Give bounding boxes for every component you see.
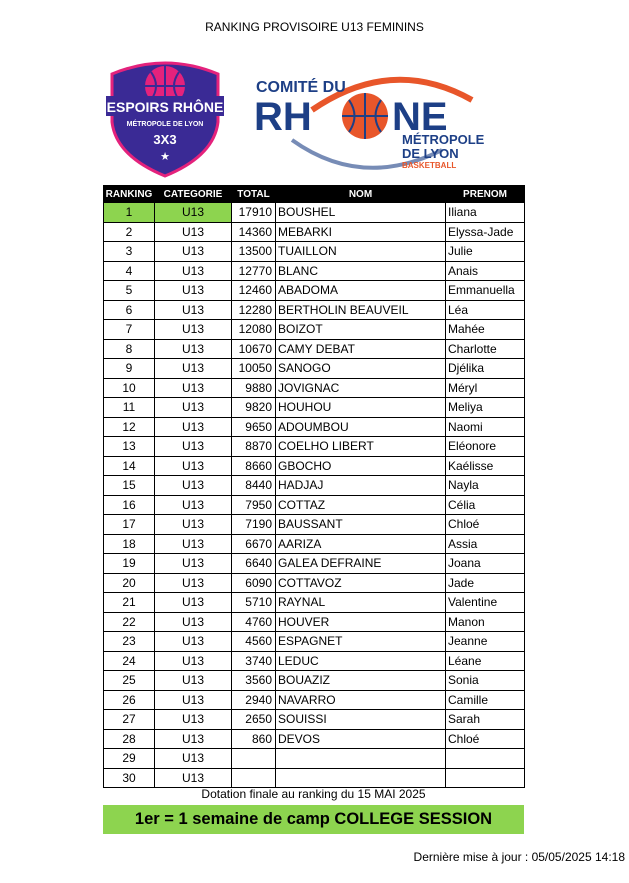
basketball-icon bbox=[342, 93, 388, 139]
cell-nom: ADOUMBOU bbox=[276, 417, 446, 437]
cell-rank: 16 bbox=[104, 495, 155, 515]
cell-nom: GALEA DEFRAINE bbox=[276, 554, 446, 574]
cell-rank: 6 bbox=[104, 300, 155, 320]
cell-rank: 3 bbox=[104, 242, 155, 262]
cell-category: U13 bbox=[155, 495, 232, 515]
cell-rank: 20 bbox=[104, 573, 155, 593]
cell-total: 860 bbox=[232, 729, 276, 749]
cell-rank: 28 bbox=[104, 729, 155, 749]
cell-prenom: Nayla bbox=[446, 476, 525, 496]
cell-total: 6640 bbox=[232, 554, 276, 574]
table-row bbox=[104, 671, 525, 691]
cell-prenom: Célia bbox=[446, 495, 525, 515]
cell-rank: 2 bbox=[104, 222, 155, 242]
cell-prenom: Chloé bbox=[446, 729, 525, 749]
cell-prenom: Eléonore bbox=[446, 437, 525, 457]
cell-category: U13 bbox=[155, 729, 232, 749]
cell-rank: 7 bbox=[104, 320, 155, 340]
cell-prenom: Jeanne bbox=[446, 632, 525, 652]
cell-total: 2940 bbox=[232, 690, 276, 710]
cell-nom: ESPAGNET bbox=[276, 632, 446, 652]
header-ranking: RANKING bbox=[104, 186, 155, 203]
logo-right-line2-left: RH bbox=[254, 95, 312, 139]
logo-right-line5: BASKETBALL bbox=[402, 161, 457, 170]
cell-prenom: Naomi bbox=[446, 417, 525, 437]
cell-nom bbox=[276, 768, 446, 788]
cell-total: 8870 bbox=[232, 437, 276, 457]
table-row bbox=[104, 261, 525, 281]
cell-total: 12770 bbox=[232, 261, 276, 281]
cell-category: U13 bbox=[155, 690, 232, 710]
table-row bbox=[104, 339, 525, 359]
cell-total: 10670 bbox=[232, 339, 276, 359]
table-row bbox=[104, 417, 525, 437]
logo-right-line3: MÉTROPOLE bbox=[402, 132, 485, 147]
cell-prenom: Iliana bbox=[446, 203, 525, 223]
cell-prenom: Djélika bbox=[446, 359, 525, 379]
table-row bbox=[104, 612, 525, 632]
comite-rhone-logo bbox=[252, 60, 488, 178]
logo-right-line4: DE LYON bbox=[402, 146, 459, 161]
cell-nom: HADJAJ bbox=[276, 476, 446, 496]
table-row bbox=[104, 690, 525, 710]
cell-category: U13 bbox=[155, 710, 232, 730]
table-row bbox=[104, 515, 525, 535]
cell-prenom: Chloé bbox=[446, 515, 525, 535]
cell-total bbox=[232, 768, 276, 788]
cell-nom bbox=[276, 749, 446, 769]
table-row bbox=[104, 749, 525, 769]
cell-nom: HOUVER bbox=[276, 612, 446, 632]
cell-nom: AARIZA bbox=[276, 534, 446, 554]
cell-total: 3740 bbox=[232, 651, 276, 671]
cell-prenom: Elyssa-Jade bbox=[446, 222, 525, 242]
cell-nom: BOUAZIZ bbox=[276, 671, 446, 691]
cell-nom: GBOCHO bbox=[276, 456, 446, 476]
cell-category: U13 bbox=[155, 632, 232, 652]
table-row bbox=[104, 437, 525, 457]
cell-category: U13 bbox=[155, 320, 232, 340]
page-title: RANKING PROVISOIRE U13 FEMININS bbox=[205, 20, 424, 34]
table-row bbox=[104, 476, 525, 496]
cell-category: U13 bbox=[155, 573, 232, 593]
table-row bbox=[104, 729, 525, 749]
cell-rank: 30 bbox=[104, 768, 155, 788]
table-row bbox=[104, 710, 525, 730]
cell-category: U13 bbox=[155, 593, 232, 613]
cell-nom: SANOGO bbox=[276, 359, 446, 379]
header-nom: NOM bbox=[276, 186, 446, 203]
cell-prenom: Sonia bbox=[446, 671, 525, 691]
cell-rank: 12 bbox=[104, 417, 155, 437]
cell-category: U13 bbox=[155, 398, 232, 418]
cell-nom: BAUSSANT bbox=[276, 515, 446, 535]
cell-nom: DEVOS bbox=[276, 729, 446, 749]
cell-prenom: Joana bbox=[446, 554, 525, 574]
cell-nom: NAVARRO bbox=[276, 690, 446, 710]
table-row bbox=[104, 222, 525, 242]
cell-nom: CAMY DEBAT bbox=[276, 339, 446, 359]
logo-left-line1: ESPOIRS RHÔNE bbox=[106, 99, 224, 115]
cell-prenom: Léane bbox=[446, 651, 525, 671]
cell-prenom: Léa bbox=[446, 300, 525, 320]
cell-category: U13 bbox=[155, 651, 232, 671]
cell-nom: SOUISSI bbox=[276, 710, 446, 730]
cell-total: 17910 bbox=[232, 203, 276, 223]
table-row bbox=[104, 456, 525, 476]
cell-prenom: Méryl bbox=[446, 378, 525, 398]
logo-right-line2-right: NE bbox=[392, 95, 448, 139]
cell-total: 6090 bbox=[232, 573, 276, 593]
cell-prenom: Meliya bbox=[446, 398, 525, 418]
table-row bbox=[104, 203, 525, 223]
table-row bbox=[104, 398, 525, 418]
cell-total: 7950 bbox=[232, 495, 276, 515]
cell-total: 14360 bbox=[232, 222, 276, 242]
cell-nom: BERTHOLIN BEAUVEIL bbox=[276, 300, 446, 320]
cell-category: U13 bbox=[155, 612, 232, 632]
header-categorie: CATEGORIE bbox=[155, 186, 232, 203]
cell-nom: TUAILLON bbox=[276, 242, 446, 262]
cell-total: 12460 bbox=[232, 281, 276, 301]
header-prenom: PRENOM bbox=[446, 186, 525, 203]
cell-rank: 18 bbox=[104, 534, 155, 554]
cell-total: 13500 bbox=[232, 242, 276, 262]
cell-rank: 23 bbox=[104, 632, 155, 652]
cell-category: U13 bbox=[155, 534, 232, 554]
cell-category: U13 bbox=[155, 339, 232, 359]
espoirs-rhone-logo bbox=[106, 56, 224, 178]
cell-rank: 22 bbox=[104, 612, 155, 632]
table-row bbox=[104, 554, 525, 574]
table-row bbox=[104, 593, 525, 613]
cell-prenom: Assia bbox=[446, 534, 525, 554]
cell-prenom: Manon bbox=[446, 612, 525, 632]
cell-prenom: Charlotte bbox=[446, 339, 525, 359]
cell-prenom: Valentine bbox=[446, 593, 525, 613]
header-total: TOTAL bbox=[232, 186, 276, 203]
cell-total: 3560 bbox=[232, 671, 276, 691]
cell-rank: 5 bbox=[104, 281, 155, 301]
cell-nom: BLANC bbox=[276, 261, 446, 281]
ranking-table bbox=[103, 185, 525, 788]
cell-rank: 8 bbox=[104, 339, 155, 359]
cell-rank: 10 bbox=[104, 378, 155, 398]
cell-category: U13 bbox=[155, 749, 232, 769]
cell-total: 8660 bbox=[232, 456, 276, 476]
cell-total: 4560 bbox=[232, 632, 276, 652]
cell-total: 10050 bbox=[232, 359, 276, 379]
cell-nom: BOIZOT bbox=[276, 320, 446, 340]
table-row bbox=[104, 300, 525, 320]
cell-total: 9650 bbox=[232, 417, 276, 437]
cell-prenom bbox=[446, 749, 525, 769]
cell-rank: 14 bbox=[104, 456, 155, 476]
cell-rank: 29 bbox=[104, 749, 155, 769]
cell-category: U13 bbox=[155, 359, 232, 379]
cell-category: U13 bbox=[155, 456, 232, 476]
cell-category: U13 bbox=[155, 242, 232, 262]
cell-prenom: Kaélisse bbox=[446, 456, 525, 476]
cell-prenom: Camille bbox=[446, 690, 525, 710]
cell-category: U13 bbox=[155, 203, 232, 223]
cell-total: 12080 bbox=[232, 320, 276, 340]
table-row bbox=[104, 359, 525, 379]
logo-left-line3: 3X3 bbox=[153, 132, 177, 147]
cell-nom: COELHO LIBERT bbox=[276, 437, 446, 457]
cell-prenom: Julie bbox=[446, 242, 525, 262]
cell-nom: LEDUC bbox=[276, 651, 446, 671]
cell-rank: 11 bbox=[104, 398, 155, 418]
cell-total: 4760 bbox=[232, 612, 276, 632]
cell-category: U13 bbox=[155, 671, 232, 691]
cell-category: U13 bbox=[155, 437, 232, 457]
cell-prenom: Anais bbox=[446, 261, 525, 281]
cell-nom: BOUSHEL bbox=[276, 203, 446, 223]
cell-nom: COTTAZ bbox=[276, 495, 446, 515]
cell-nom: MEBARKI bbox=[276, 222, 446, 242]
cell-total: 5710 bbox=[232, 593, 276, 613]
cell-rank: 25 bbox=[104, 671, 155, 691]
cell-prenom: Sarah bbox=[446, 710, 525, 730]
cell-category: U13 bbox=[155, 476, 232, 496]
cell-rank: 1 bbox=[104, 203, 155, 223]
cell-prenom bbox=[446, 768, 525, 788]
cell-category: U13 bbox=[155, 222, 232, 242]
cell-category: U13 bbox=[155, 417, 232, 437]
cell-rank: 19 bbox=[104, 554, 155, 574]
cell-rank: 21 bbox=[104, 593, 155, 613]
cell-category: U13 bbox=[155, 515, 232, 535]
cell-prenom: Mahée bbox=[446, 320, 525, 340]
table-row bbox=[104, 632, 525, 652]
cell-total: 7190 bbox=[232, 515, 276, 535]
cell-category: U13 bbox=[155, 281, 232, 301]
cell-total: 6670 bbox=[232, 534, 276, 554]
cell-nom: HOUHOU bbox=[276, 398, 446, 418]
cell-nom: COTTAVOZ bbox=[276, 573, 446, 593]
cell-prenom: Emmanuella bbox=[446, 281, 525, 301]
cell-category: U13 bbox=[155, 378, 232, 398]
table-row bbox=[104, 242, 525, 262]
cell-category: U13 bbox=[155, 554, 232, 574]
table-row bbox=[104, 651, 525, 671]
cell-nom: JOVIGNAC bbox=[276, 378, 446, 398]
cell-rank: 26 bbox=[104, 690, 155, 710]
cell-total: 8440 bbox=[232, 476, 276, 496]
table-header-row bbox=[104, 186, 525, 203]
table-row bbox=[104, 320, 525, 340]
cell-rank: 17 bbox=[104, 515, 155, 535]
logo-left-line2: MÉTROPOLE DE LYON bbox=[126, 121, 204, 128]
prize-banner: 1er = 1 semaine de camp COLLEGE SESSION bbox=[103, 805, 524, 834]
table-row bbox=[104, 378, 525, 398]
last-update: Dernière mise à jour : 05/05/2025 14:18 bbox=[413, 850, 625, 864]
dotation-note: Dotation finale au ranking du 15 MAI 2025 bbox=[201, 787, 426, 801]
cell-rank: 13 bbox=[104, 437, 155, 457]
cell-rank: 24 bbox=[104, 651, 155, 671]
cell-category: U13 bbox=[155, 768, 232, 788]
cell-category: U13 bbox=[155, 300, 232, 320]
cell-total: 9880 bbox=[232, 378, 276, 398]
cell-rank: 27 bbox=[104, 710, 155, 730]
cell-nom: ABADOMA bbox=[276, 281, 446, 301]
logo-right-line1: COMITÉ DU bbox=[256, 79, 346, 96]
table-row bbox=[104, 495, 525, 515]
cell-rank: 4 bbox=[104, 261, 155, 281]
cell-category: U13 bbox=[155, 261, 232, 281]
star-icon: ★ bbox=[160, 150, 170, 163]
cell-total: 2650 bbox=[232, 710, 276, 730]
cell-total: 9820 bbox=[232, 398, 276, 418]
cell-nom: RAYNAL bbox=[276, 593, 446, 613]
table-row bbox=[104, 768, 525, 788]
cell-total bbox=[232, 749, 276, 769]
cell-prenom: Jade bbox=[446, 573, 525, 593]
cell-rank: 15 bbox=[104, 476, 155, 496]
table-row bbox=[104, 573, 525, 593]
cell-total: 12280 bbox=[232, 300, 276, 320]
cell-rank: 9 bbox=[104, 359, 155, 379]
table-row bbox=[104, 281, 525, 301]
table-row bbox=[104, 534, 525, 554]
